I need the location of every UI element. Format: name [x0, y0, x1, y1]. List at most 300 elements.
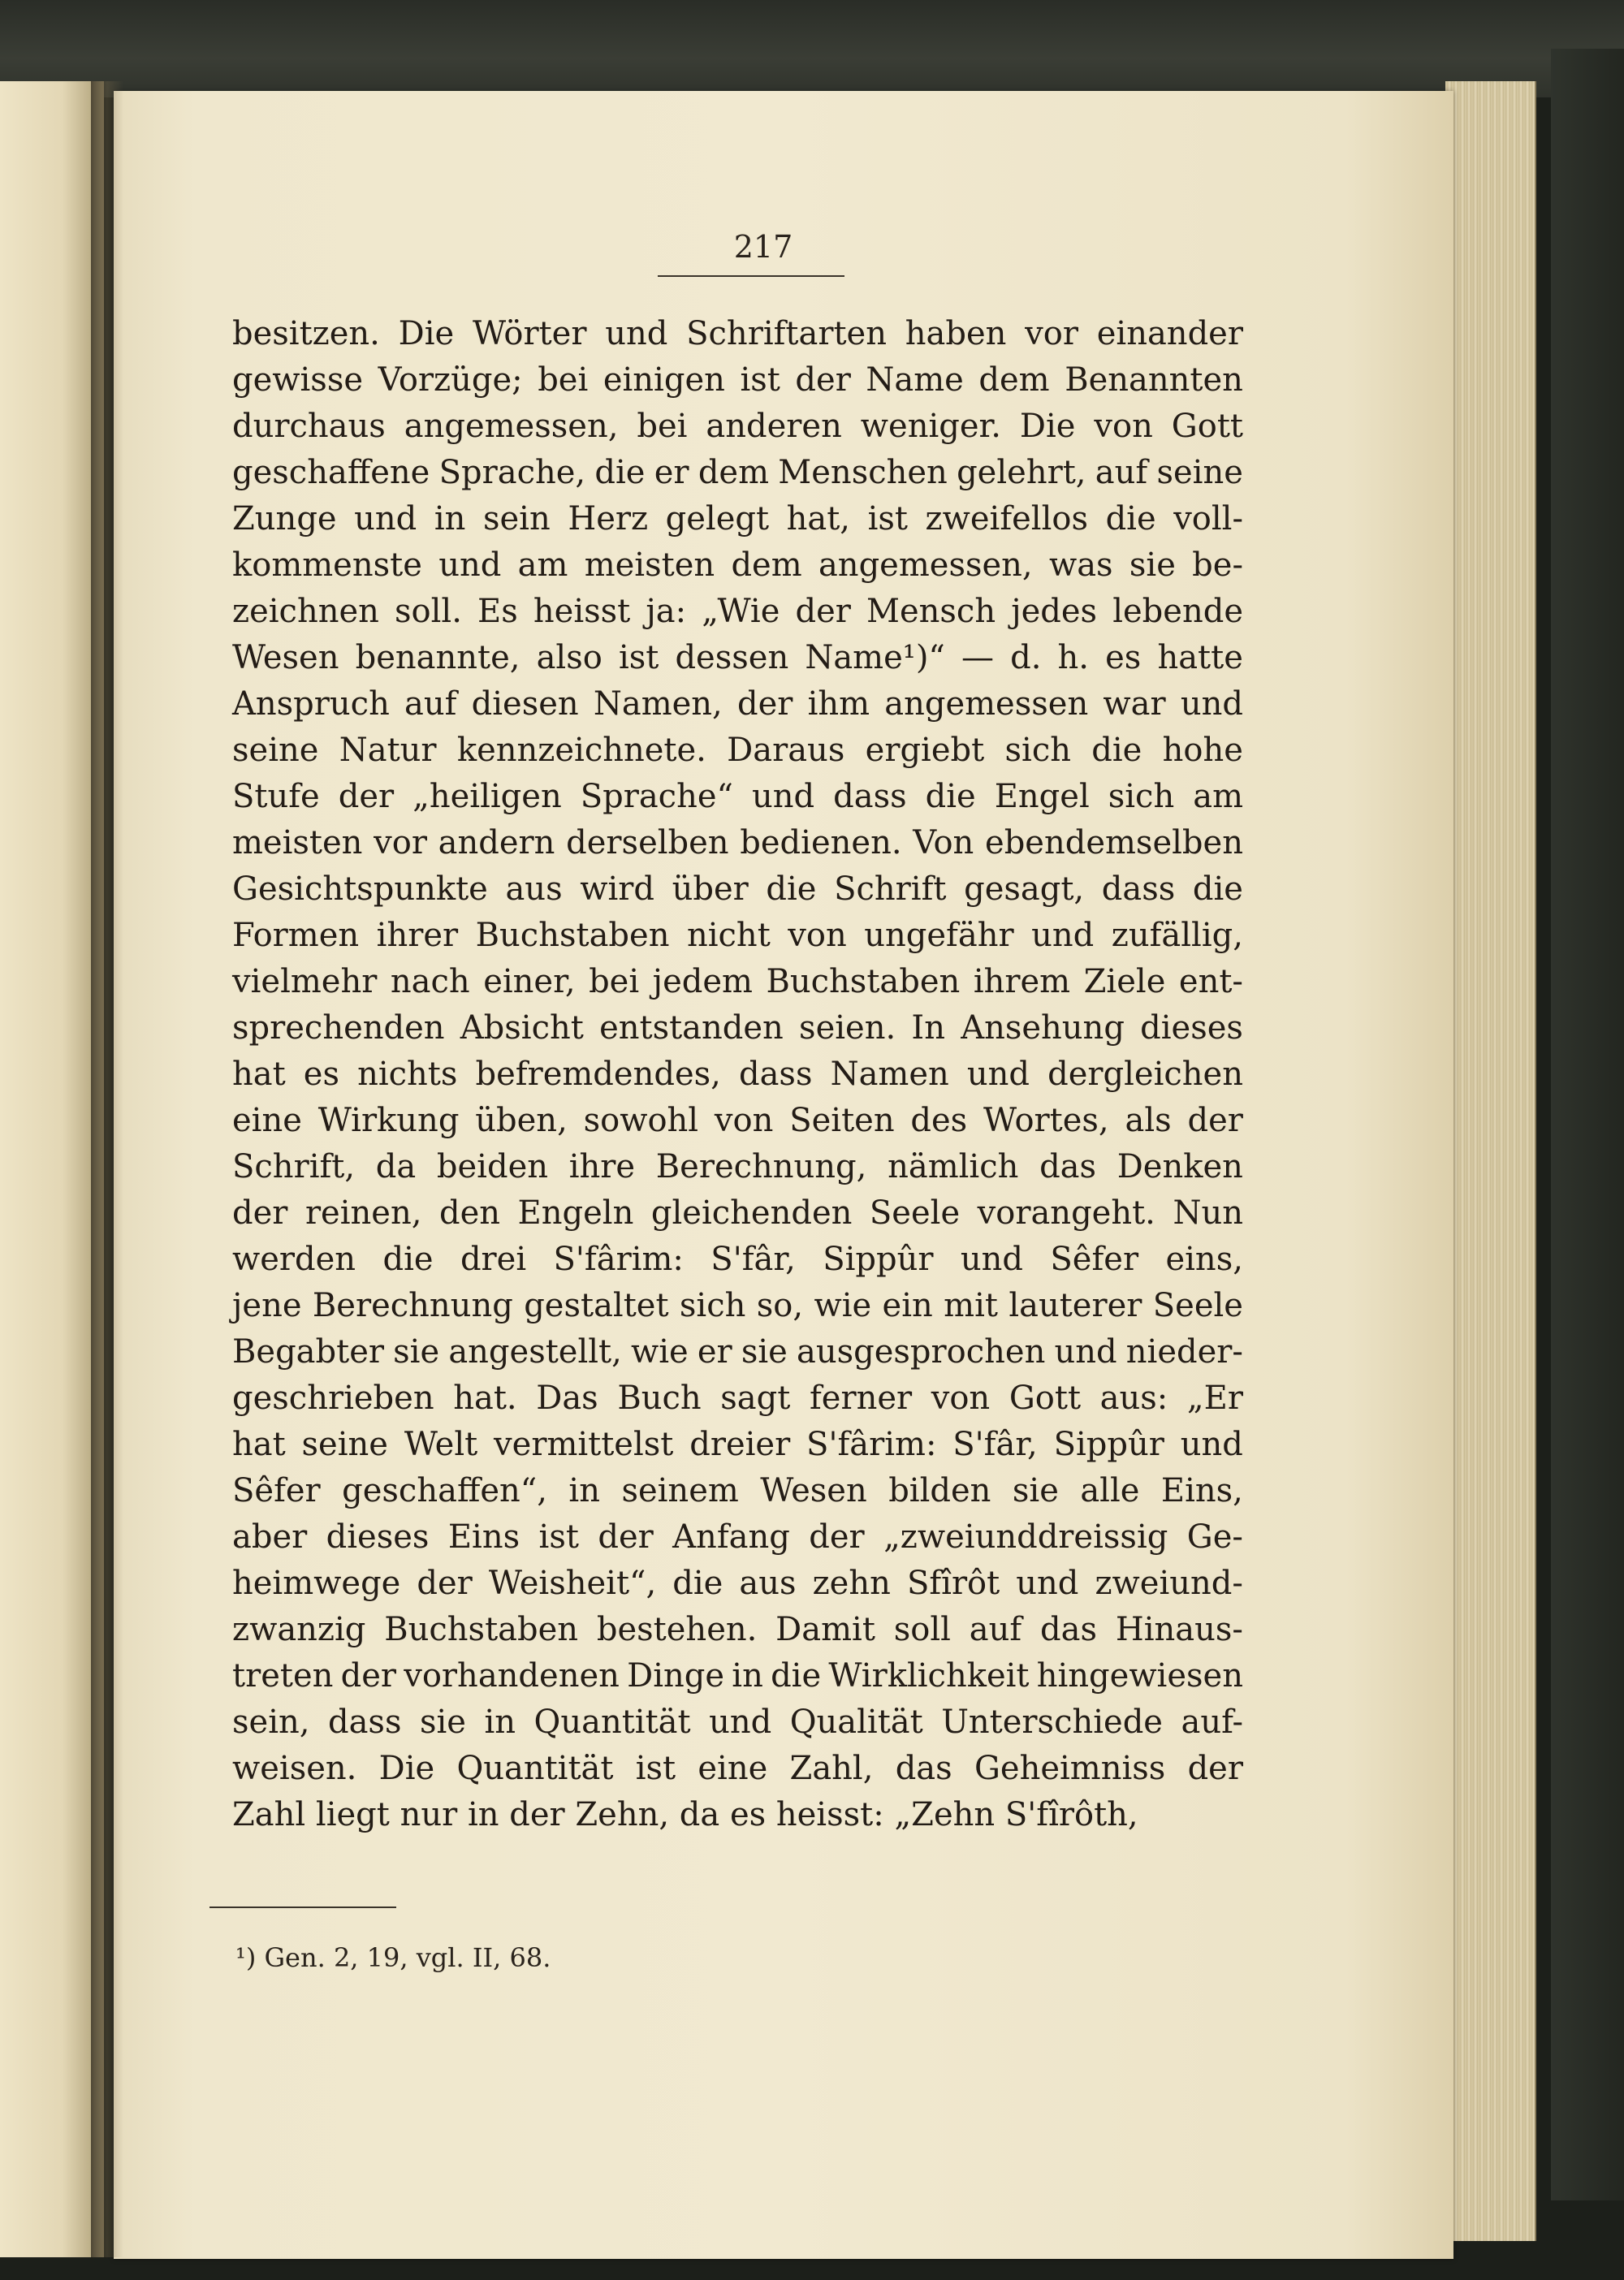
word: Sippûr — [823, 1241, 934, 1278]
word: benannte, — [355, 639, 520, 676]
word: in — [568, 1472, 600, 1509]
word: Buchstaben — [766, 963, 961, 1000]
word: bei — [637, 408, 688, 445]
word: zehn — [812, 1565, 891, 1602]
word: soll — [893, 1611, 951, 1648]
header-rule — [658, 275, 844, 277]
word: er — [654, 454, 689, 491]
word: der — [509, 1796, 565, 1833]
word: da — [375, 1148, 417, 1185]
word: weniger. — [860, 408, 1001, 445]
word: treten — [232, 1657, 334, 1695]
text-line — [232, 1051, 1243, 1098]
word: hatte — [1157, 639, 1243, 676]
word: aus: — [1099, 1380, 1168, 1417]
word: Herz — [568, 500, 649, 538]
word: bedienen. — [740, 824, 902, 861]
word: war — [1103, 685, 1166, 723]
word: Ziele — [1083, 963, 1166, 1000]
text-line — [232, 496, 1243, 542]
word: wie — [814, 1287, 872, 1324]
word: des — [910, 1102, 968, 1139]
word: Name¹)“ — [805, 639, 945, 676]
word: Seele — [869, 1194, 961, 1232]
word: seine — [1156, 454, 1243, 491]
word: nichts — [357, 1056, 458, 1093]
word: sein, — [232, 1704, 310, 1741]
text-line — [232, 913, 1243, 959]
word: dem — [978, 361, 1050, 399]
word: dieses — [326, 1518, 430, 1556]
text-line — [232, 589, 1243, 635]
word: Zunge — [232, 500, 337, 538]
word: ent- — [1178, 963, 1243, 1000]
word: Sprache“ — [580, 778, 733, 815]
word: vermittelst — [494, 1426, 674, 1463]
word: die — [672, 1565, 723, 1602]
text-line — [232, 1237, 1243, 1283]
word: S'fîrôth, — [1004, 1796, 1138, 1833]
word: seine — [301, 1426, 388, 1463]
word: zweiund- — [1095, 1565, 1243, 1602]
word: „Wie — [702, 593, 780, 630]
word: was — [1048, 546, 1113, 584]
word: zeichnen — [232, 593, 379, 630]
word: sich — [1004, 732, 1071, 769]
word: eine — [232, 1102, 302, 1139]
word: In — [911, 1009, 945, 1047]
word: Welt — [404, 1426, 478, 1463]
word: heisst — [533, 593, 631, 630]
body-text — [232, 311, 1243, 1838]
word: Sprache, — [438, 454, 586, 491]
word: der — [795, 361, 851, 399]
word: vorangeht. — [977, 1194, 1155, 1232]
page-number: 217 — [733, 229, 793, 265]
text-line — [232, 959, 1243, 1005]
word: Unterschiede — [941, 1704, 1163, 1741]
word: lauterer — [1009, 1287, 1142, 1324]
page-block-edges — [1445, 81, 1536, 2241]
text-line — [232, 1098, 1243, 1144]
word: das — [1039, 1148, 1097, 1185]
word: Wirkung — [317, 1102, 460, 1139]
word: gestaltet — [524, 1287, 669, 1324]
word: die — [766, 870, 817, 908]
word: die — [1192, 870, 1243, 908]
word: einander — [1096, 315, 1243, 352]
word: Sêfer — [1050, 1241, 1139, 1278]
facing-page-edge — [0, 81, 104, 2257]
word: die — [594, 454, 646, 491]
word: die — [771, 1657, 822, 1695]
word: h. — [1057, 639, 1090, 676]
word: in — [434, 500, 466, 538]
word: Schrift, — [232, 1148, 356, 1185]
word: von — [788, 917, 847, 954]
word: Wortes, — [983, 1102, 1109, 1139]
word: Die — [1019, 408, 1076, 445]
word: sie — [1129, 546, 1176, 584]
text-line — [232, 635, 1243, 681]
word: sie — [393, 1333, 440, 1371]
word: am — [517, 546, 568, 584]
word: die — [382, 1241, 434, 1278]
text-line — [232, 1144, 1243, 1190]
word: zweifellos — [925, 500, 1088, 538]
word: auf — [1095, 454, 1148, 491]
word: sprechenden — [232, 1009, 445, 1047]
word: eins, — [1165, 1241, 1243, 1278]
word: in — [732, 1657, 763, 1695]
word: jedem — [652, 963, 753, 1000]
text-line — [232, 450, 1243, 496]
word: angestellt, — [448, 1333, 622, 1371]
text-line — [232, 1375, 1243, 1422]
word: gesagt, — [964, 870, 1085, 908]
text-line — [232, 357, 1243, 404]
word: über — [672, 870, 749, 908]
word: meisten — [584, 546, 715, 584]
word: angemessen — [884, 685, 1089, 723]
word: Quantität — [533, 1704, 691, 1741]
word: zwanzig — [232, 1611, 366, 1648]
word: Buchstaben — [384, 1611, 579, 1648]
word: sowohl — [583, 1102, 699, 1139]
word: Gott — [1171, 408, 1243, 445]
word: hohe — [1162, 732, 1243, 769]
word: Berechnung — [312, 1287, 513, 1324]
word: Wirklichkeit — [828, 1657, 1030, 1695]
word: aber — [232, 1518, 308, 1556]
word: meisten — [232, 824, 363, 861]
word: heisst: — [775, 1796, 884, 1833]
word: S'fâr, — [952, 1426, 1038, 1463]
word: werden — [232, 1241, 356, 1278]
text-line — [232, 1514, 1243, 1561]
word: sie — [1012, 1472, 1059, 1509]
word: Formen — [232, 917, 360, 954]
word: sich — [1108, 778, 1175, 815]
word: ebendemselben — [985, 824, 1243, 861]
footnote: ¹) Gen. 2, 19, vgl. II, 68. — [235, 1942, 551, 1973]
word: die — [1105, 500, 1156, 538]
word: ihm — [807, 685, 870, 723]
word: so, — [756, 1287, 804, 1324]
word: Zehn, — [575, 1796, 670, 1833]
word: auf- — [1181, 1704, 1243, 1741]
word: Stufe — [232, 778, 320, 815]
word: gleichenden — [650, 1194, 853, 1232]
word: der — [736, 685, 793, 723]
word: es — [1105, 639, 1142, 676]
word: derselben — [566, 824, 729, 861]
word: Weisheit“, — [488, 1565, 657, 1602]
word: dass — [833, 778, 907, 815]
word: Namen, — [593, 685, 723, 723]
word: dreier — [689, 1426, 791, 1463]
text-line — [232, 1746, 1243, 1792]
word: Damit — [775, 1611, 875, 1648]
word: Von — [913, 824, 974, 861]
word: und — [751, 778, 815, 815]
word: Vorzüge; — [378, 361, 523, 399]
word: dass — [1101, 870, 1176, 908]
footnote-rule — [209, 1906, 396, 1908]
word: üben, — [475, 1102, 568, 1139]
word: bei — [589, 963, 640, 1000]
word: voll- — [1173, 500, 1243, 538]
text-line — [232, 1561, 1243, 1607]
word: von — [931, 1380, 991, 1417]
text-line — [232, 311, 1243, 357]
word: nach — [390, 963, 470, 1000]
word: und — [960, 1241, 1024, 1278]
word: Geheimniss — [974, 1750, 1166, 1787]
word: also — [536, 639, 603, 676]
text-line — [232, 774, 1243, 820]
word: Schriftarten — [686, 315, 887, 352]
word: Berechnung, — [655, 1148, 867, 1185]
word: ferner — [809, 1380, 913, 1417]
word: Nun — [1173, 1194, 1243, 1232]
word: er — [697, 1333, 732, 1371]
word: nur — [400, 1796, 458, 1833]
word: den — [438, 1194, 501, 1232]
text-line — [232, 1607, 1243, 1653]
word: Es — [477, 593, 518, 630]
word: dem — [731, 546, 802, 584]
word: auf — [404, 685, 457, 723]
word: drei — [460, 1241, 527, 1278]
word: hat — [232, 1056, 286, 1093]
word: Das — [536, 1380, 598, 1417]
word: dieses — [1140, 1009, 1243, 1047]
word: Gott — [1009, 1380, 1082, 1417]
word: „heiligen — [412, 778, 562, 815]
word: zufällig, — [1111, 917, 1243, 954]
word: Sippûr — [1053, 1426, 1164, 1463]
word: am — [1193, 778, 1243, 815]
word: Buch — [617, 1380, 702, 1417]
word: Wesen — [760, 1472, 867, 1509]
word: anderen — [706, 408, 842, 445]
word: der — [338, 778, 395, 815]
word: und — [605, 315, 668, 352]
word: Mensch — [866, 593, 996, 630]
word: Menschen — [778, 454, 948, 491]
word: d. — [1010, 639, 1042, 676]
word: vor — [1025, 315, 1078, 352]
word: die — [925, 778, 976, 815]
word: in — [484, 1704, 516, 1741]
text-line — [232, 1283, 1243, 1329]
text-line — [232, 1329, 1243, 1375]
word: haben — [905, 315, 1007, 352]
word: hat. — [453, 1380, 517, 1417]
word: Seiten — [789, 1102, 895, 1139]
word: jene — [232, 1287, 302, 1324]
word: Natur — [339, 732, 437, 769]
word: hingewiesen — [1036, 1657, 1243, 1695]
word: geschaffene — [232, 454, 430, 491]
word: Zahl, — [789, 1750, 874, 1787]
text-line — [232, 1422, 1243, 1468]
word: nämlich — [888, 1148, 1019, 1185]
word: ein — [882, 1287, 933, 1324]
word: Hinaus- — [1115, 1611, 1243, 1648]
word: ist — [538, 1518, 579, 1556]
word: Quantität — [456, 1750, 614, 1787]
word: da — [679, 1796, 720, 1833]
word: nicht — [686, 917, 771, 954]
word: der — [1187, 1750, 1243, 1787]
word: vorhandenen — [404, 1657, 620, 1695]
book-cover-top — [0, 0, 1624, 97]
word: es — [303, 1056, 339, 1093]
word: Name — [866, 361, 964, 399]
word: S'fârim: — [806, 1426, 937, 1463]
word: sagt — [720, 1380, 791, 1417]
word: der — [232, 1194, 288, 1232]
word: und — [1016, 1565, 1079, 1602]
word: wie — [631, 1333, 689, 1371]
word: Ansehung — [961, 1009, 1125, 1047]
word: Eins — [447, 1518, 520, 1556]
word: Begabter — [232, 1333, 384, 1371]
word: durchaus — [232, 408, 386, 445]
word: Die — [378, 1750, 435, 1787]
word: es — [729, 1796, 767, 1833]
word: liegt — [315, 1796, 390, 1833]
word: von — [1094, 408, 1153, 445]
word: gelegt — [665, 500, 770, 538]
word: und — [1054, 1333, 1117, 1371]
word: Engeln — [517, 1194, 634, 1232]
text-line — [232, 542, 1243, 589]
word: ja: — [646, 593, 687, 630]
word: der — [340, 1657, 397, 1695]
text-line — [232, 681, 1243, 728]
word: Sêfer — [232, 1472, 321, 1509]
word: andern — [438, 824, 555, 861]
text-line — [232, 1468, 1243, 1514]
text-line — [232, 728, 1243, 774]
word: seien. — [799, 1009, 896, 1047]
word: sich — [679, 1287, 746, 1324]
word: dem — [698, 454, 770, 491]
word: soll. — [395, 593, 462, 630]
word: Absicht — [460, 1009, 584, 1047]
word: gewisse — [232, 361, 364, 399]
word: und — [438, 546, 502, 584]
word: Dinge — [627, 1657, 725, 1695]
word: auf — [969, 1611, 1022, 1648]
word: sein — [482, 500, 551, 538]
word: aus — [739, 1565, 797, 1602]
word: Benannten — [1065, 361, 1243, 399]
word: Wesen — [232, 639, 339, 676]
word: „Zehn — [894, 1796, 996, 1833]
word: Wörter — [472, 315, 587, 352]
word: und — [1180, 1426, 1243, 1463]
word: angemessen, — [404, 408, 619, 445]
word: nieder- — [1125, 1333, 1243, 1371]
word: Engel — [994, 778, 1090, 815]
text-line — [232, 820, 1243, 866]
word: in — [467, 1796, 499, 1833]
word: das — [1040, 1611, 1097, 1648]
word: Qualität — [789, 1704, 923, 1741]
book-cover-right — [1551, 49, 1624, 2200]
word: ausgesprochen — [796, 1333, 1046, 1371]
text-line — [232, 1699, 1243, 1746]
text-line — [232, 404, 1243, 450]
word: bestehen. — [596, 1611, 758, 1648]
word: seinem — [621, 1472, 739, 1509]
word: und — [354, 500, 417, 538]
word: der — [598, 1518, 654, 1556]
word: Seele — [1152, 1287, 1243, 1324]
word: befremdendes, — [475, 1056, 721, 1093]
word: Zahl — [232, 1796, 306, 1833]
word: der — [809, 1518, 865, 1556]
word: S'fâr, — [710, 1241, 796, 1278]
word: vielmehr — [232, 963, 378, 1000]
word: ergiebt — [865, 732, 985, 769]
word: von — [714, 1102, 774, 1139]
word: kommenste — [232, 546, 422, 584]
word: dass — [327, 1704, 402, 1741]
word: geschaffen“, — [342, 1472, 547, 1509]
word: ihrer — [376, 917, 459, 954]
word: ist — [635, 1750, 676, 1787]
gutter-shadow — [91, 81, 123, 2257]
text-line — [232, 1190, 1243, 1237]
text-line — [232, 1653, 1243, 1699]
word: „zweiunddreissig — [883, 1518, 1168, 1556]
word: und — [1180, 685, 1243, 723]
word: Buchstaben — [475, 917, 670, 954]
word: Gesichtspunkte — [232, 870, 488, 908]
word: seine — [232, 732, 319, 769]
word: der — [417, 1565, 473, 1602]
word: angemessen, — [818, 546, 1033, 584]
word: und — [1031, 917, 1095, 954]
word: heimwege — [232, 1565, 401, 1602]
word: S'fârim: — [553, 1241, 684, 1278]
word: das — [895, 1750, 952, 1787]
word: sie — [419, 1704, 466, 1741]
word: Ge- — [1186, 1518, 1243, 1556]
word: und — [709, 1704, 772, 1741]
word: ist — [740, 361, 780, 399]
word: dergleichen — [1047, 1056, 1243, 1093]
word: Anspruch — [232, 685, 390, 723]
text-line — [232, 1005, 1243, 1051]
word: lebende — [1112, 593, 1243, 630]
word: jedes — [1011, 593, 1098, 630]
word: wird — [580, 870, 654, 908]
word: dessen — [675, 639, 789, 676]
word: der — [795, 593, 851, 630]
word: alle — [1080, 1472, 1140, 1509]
word: weisen. — [232, 1750, 357, 1787]
word: Namen — [830, 1056, 949, 1093]
word: als — [1125, 1102, 1172, 1139]
word: die — [1091, 732, 1142, 769]
word: Schrift — [834, 870, 947, 908]
